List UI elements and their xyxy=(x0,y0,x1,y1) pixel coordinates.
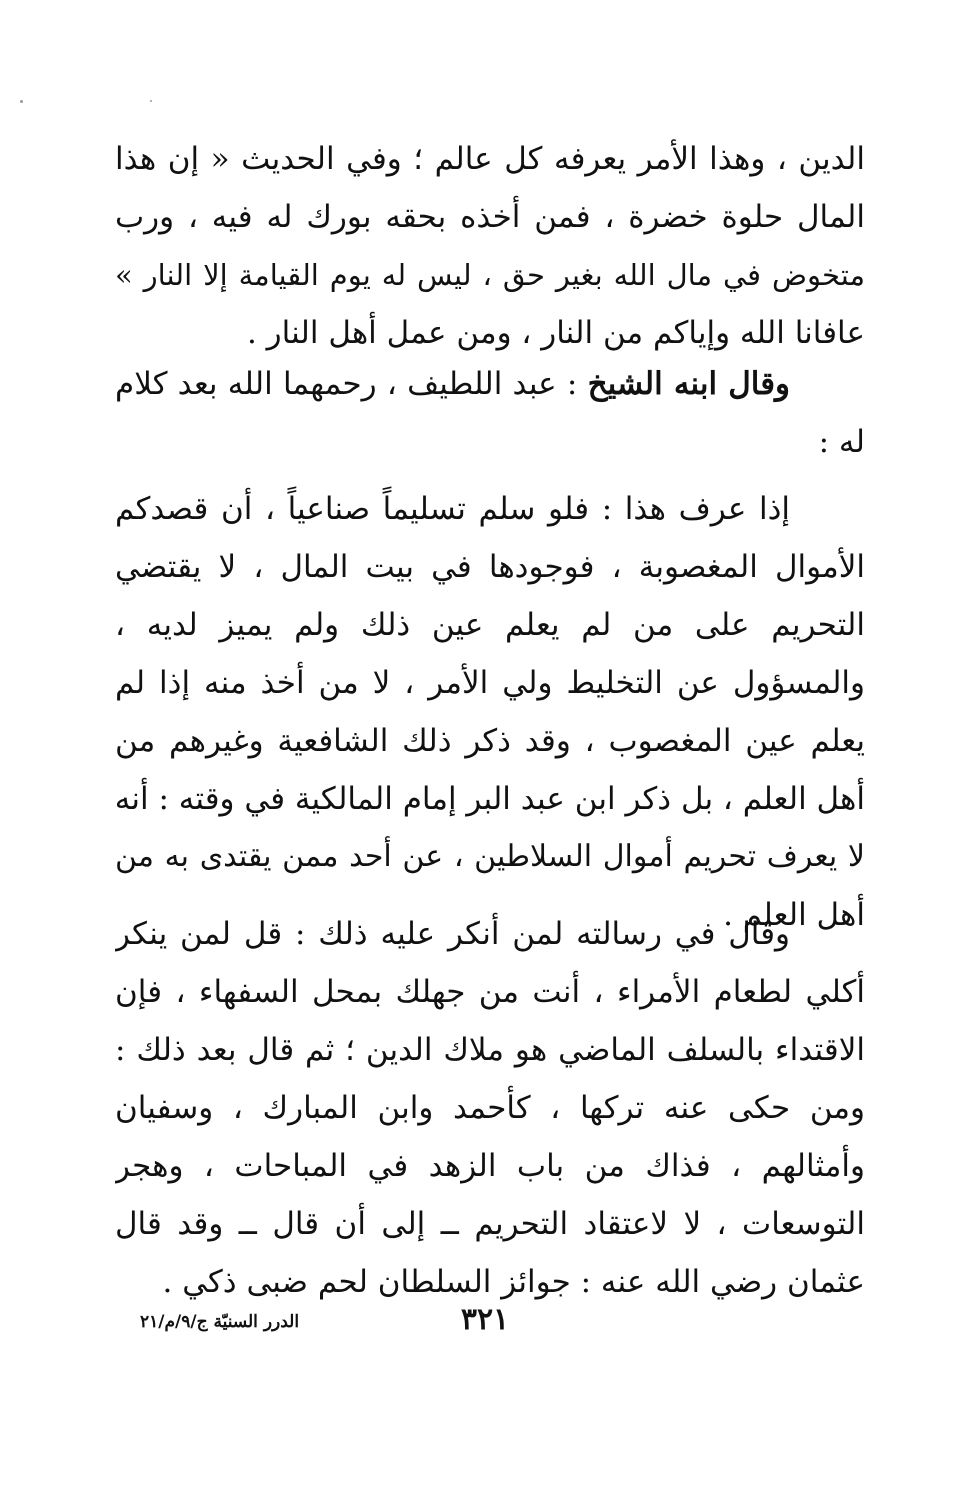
text-line: وقال في رسالته لمن أنكر عليه ذلك : قل لمن ينكر xyxy=(115,916,790,952)
text-line: ومن حكى عنه تركها ، كأحمد وابن المبارك ، وسفيان xyxy=(115,1090,865,1126)
paragraph-4 xyxy=(115,905,865,1311)
text-line: التحريم على من لم يعلم عين ذلك ولم يميز لديه ، xyxy=(115,607,865,643)
speaker-line-text: : عبد اللطيف ، رحمهما الله بعد كلام xyxy=(115,366,578,402)
text-line: المال حلوة خضرة ، فمن أخذه بحقه بورك له فيه ، ورب xyxy=(115,199,865,235)
text-line: وأمثالهم ، فذاك من باب الزهد في المباحات ، وهجر xyxy=(115,1148,865,1184)
text-line: الاقتداء بالسلف الماضي هو ملاك الدين ؛ ثم قال بعد ذلك : xyxy=(115,1032,865,1068)
text-line: أهل العلم ، بل ذكر ابن عبد البر إمام المالكية في وقته : أنه xyxy=(115,781,865,817)
scan-speck xyxy=(20,100,23,103)
text-line: يعلم عين المغصوب ، وقد ذكر ذلك الشافعية وغيرهم من xyxy=(115,723,865,759)
text-line: متخوض في مال الله بغير حق ، ليس له يوم القيامة إلا النار » xyxy=(115,258,865,292)
text-line: والمسؤول عن التخليط ولي الأمر ، لا من أخذ منه إذا لم xyxy=(115,665,865,701)
text-line: له : xyxy=(818,424,865,460)
text-line: الأموال المغصوبة ، فوجودها في بيت المال ، لا يقتضي xyxy=(115,549,865,585)
footer-reference: الدرر السنيّة ج/٩/م/٢١ xyxy=(140,1312,300,1332)
text-line: أهل العلم . xyxy=(723,897,865,933)
text-line: لا يعرف تحريم أموال السلاطين ، عن أحد ممن يقتدى به من xyxy=(115,839,865,874)
text-line: الدين ، وهذا الأمر يعرفه كل عالم ؛ وفي الحديث « إن هذا xyxy=(115,141,865,177)
scan-speck xyxy=(150,100,152,102)
speaker-name: وقال ابنه الشيخ xyxy=(587,366,791,402)
text-line: أكلي لطعام الأمراء ، أنت من جهلك بمحل السفهاء ، فإن xyxy=(115,974,865,1010)
paragraph-1 xyxy=(115,130,865,362)
text-line: عثمان رضي الله عنه : جوائز السلطان لحم ضبى ذكي . xyxy=(162,1264,865,1300)
text-line: التوسعات ، لا لاعتقاد التحريم ــ إلى أن قال ــ وقد قال xyxy=(115,1206,865,1242)
text-line: إذا عرف هذا : فلو سلم تسليماً صناعياً ، أن قصدكم xyxy=(115,491,790,527)
text-line: عافانا الله وإياكم من النار ، ومن عمل أهل النار . xyxy=(246,315,865,351)
page-number: ٣٢١ xyxy=(460,1302,510,1337)
paragraph-2 xyxy=(115,355,865,471)
text-line xyxy=(115,355,865,413)
paragraph-3 xyxy=(115,480,865,944)
